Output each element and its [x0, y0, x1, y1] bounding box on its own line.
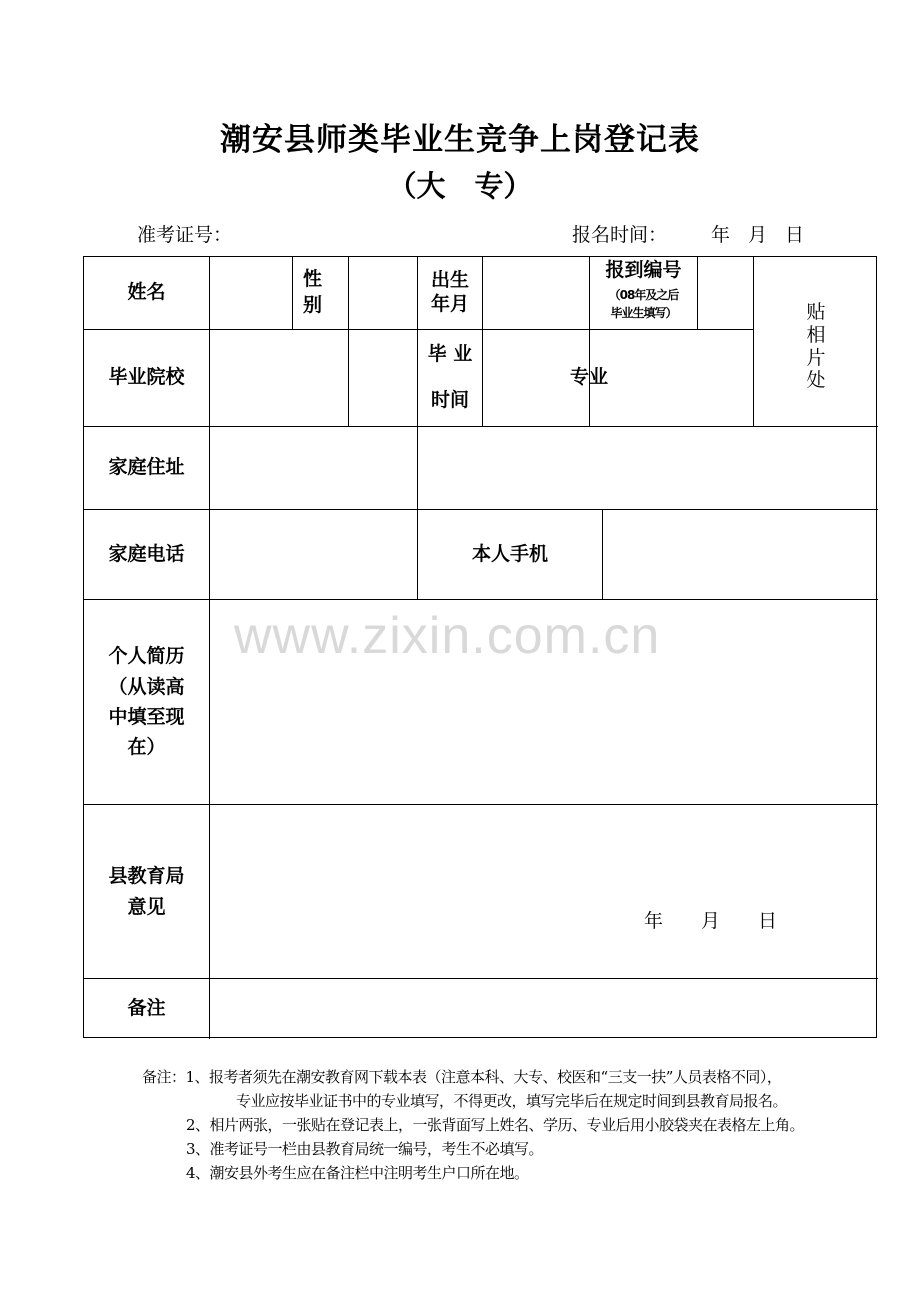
mobile-field[interactable]: [603, 510, 878, 599]
photo-box: [754, 257, 878, 426]
registration-time-label: 报名时间：: [572, 224, 668, 246]
report-number-field[interactable]: [698, 257, 753, 329]
school-label: 毕业院校: [108, 366, 185, 389]
birth-date-field[interactable]: [483, 257, 589, 329]
home-phone-label: 家庭电话: [108, 542, 185, 565]
home-phone-field[interactable]: [210, 510, 417, 599]
report-number-note-1: （08年及之后: [608, 287, 679, 302]
day-label: 日: [785, 224, 805, 246]
opinion-label-line2: 意见: [127, 895, 166, 918]
major-field[interactable]: [590, 330, 753, 426]
form-title: 潮安县师类毕业生竞争上岗登记表: [220, 122, 700, 158]
note-line-1: 备注：1、报考者须先在潮安教育网下载本表（注意本科、大专、校医和“三支一扶”人员表格不同），: [142, 1068, 782, 1086]
major-label-text: 专业: [569, 366, 608, 389]
report-number-title: 报到编号: [605, 259, 682, 281]
form-subtitle: （大 专）: [387, 169, 533, 203]
birth-label-line1: 出生: [430, 269, 469, 292]
mobile-label: 本人手机: [471, 542, 548, 565]
resume-label-line1: 个人简历: [108, 645, 185, 668]
grad-time-line2: 时间: [430, 389, 469, 411]
note-line-2: 专业应按毕业证书中的专业填写，不得更改，填写完毕后在规定时间到县教育局报名。: [236, 1092, 788, 1110]
major-label: [483, 330, 608, 426]
name-field[interactable]: [210, 257, 292, 329]
photo-label-1: 贴: [806, 301, 826, 323]
birth-date-label: [418, 257, 482, 329]
birth-label-line2: 年月: [430, 293, 469, 315]
gender-field[interactable]: [349, 257, 417, 329]
school-field[interactable]: [210, 330, 417, 426]
registration-time: [572, 220, 804, 247]
note-line-4: 3、准考证号一栏由县教育局统一编号，考生不必填写。: [186, 1140, 544, 1158]
opinion-date: 年 月 日: [644, 910, 778, 933]
resume-label-line3: 中填至现: [108, 706, 185, 728]
report-number-label: [590, 257, 697, 329]
photo-label-3: 片: [806, 346, 826, 369]
gender-label-line1: 性: [303, 268, 323, 291]
grad-time-line1: 毕 业: [427, 343, 473, 366]
watermark: www.zixin.com.cn: [234, 607, 661, 665]
year-label: 年: [711, 224, 731, 246]
name-label: 姓名: [127, 281, 166, 304]
gender-label-line2: 别: [303, 294, 323, 316]
opinion-field[interactable]: [210, 805, 878, 978]
graduation-time-label: [418, 330, 482, 426]
note-line-5: 4、潮安县外考生应在备注栏中注明考生户口所在地。: [186, 1164, 529, 1182]
report-number-note-2: 毕业生填写）: [610, 306, 677, 321]
opinion-label-line1: 县教育局: [108, 865, 185, 888]
address-field[interactable]: [210, 427, 878, 509]
remark-field[interactable]: [210, 979, 878, 1038]
remark-label: 备注: [127, 996, 166, 1019]
note-line-3: 2、相片两张，一张贴在登记表上，一张背面写上姓名、学历、专业后用小胶袋夹在表格左上角。: [186, 1116, 805, 1134]
photo-label-2: 相: [806, 323, 826, 346]
resume-label-line2: （从读高: [108, 675, 185, 698]
resume-label: [84, 600, 209, 804]
exam-number-label: 准考证号：: [137, 224, 233, 246]
address-label: 家庭住址: [108, 456, 185, 479]
resume-label-line4: 在）: [127, 736, 166, 759]
notes-section: [142, 1065, 804, 1185]
month-label: 月: [748, 224, 768, 246]
gender-label: [293, 257, 348, 329]
opinion-label: [84, 805, 209, 978]
photo-label-4: 处: [806, 369, 826, 392]
